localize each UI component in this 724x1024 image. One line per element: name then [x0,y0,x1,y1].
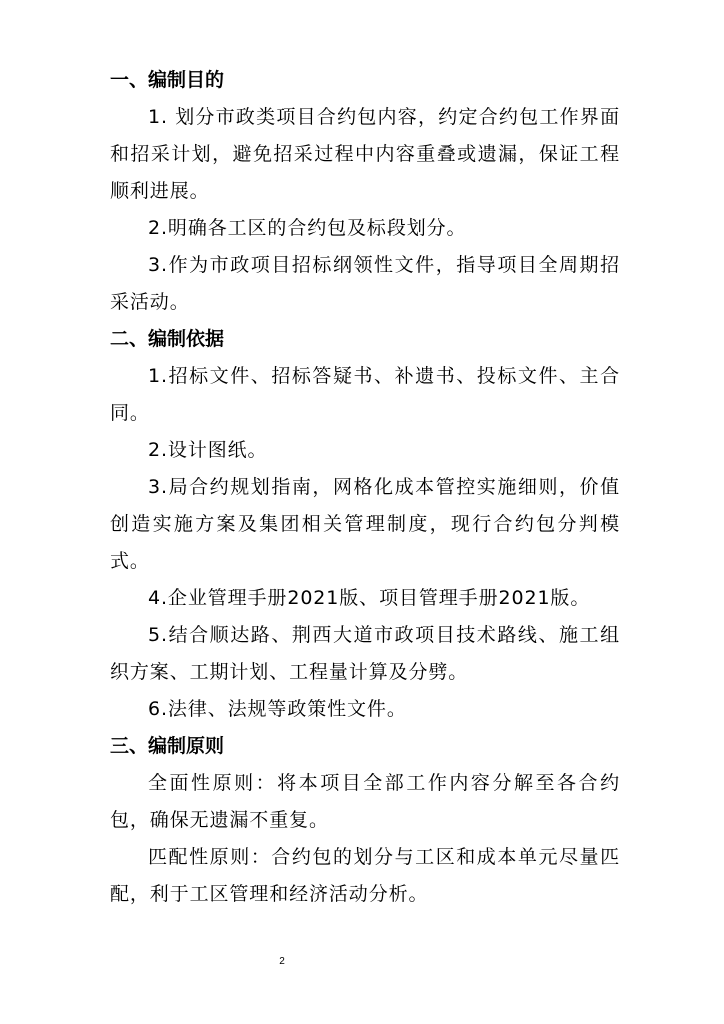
paragraph: 5.结合顺达路、荆西大道市政项目技术路线、施工组织方案、工期计划、工程量计算及分劈。 [110,624,620,683]
paragraph: 6.法律、法规等政策性文件。 [148,698,407,720]
page-number: 2 [279,956,285,967]
paragraph: 1. 划分市政类项目合约包内容，约定合约包工作界面和招采计划，避免招采过程中内容重叠或遗漏，保证工程顺利进展。 [110,106,620,202]
section-heading-principles: 三、编制原则 [110,735,225,757]
paragraph: 2.设计图纸。 [148,439,268,461]
paragraph: 4.企业管理手册2021版、项目管理手册2021版。 [148,587,591,609]
section-heading-purpose: 一、编制目的 [110,69,225,91]
section-heading-basis: 二、编制依据 [110,328,225,350]
paragraph: 匹配性原则：合约包的划分与工区和成本单元尽量匹配，利于工区管理和经济活动分析。 [110,846,620,905]
paragraph: 2.明确各工区的合约包及标段划分。 [148,217,467,239]
paragraph: 1.招标文件、招标答疑书、补遗书、投标文件、主合同。 [110,365,620,424]
paragraph: 3.作为市政项目招标纲领性文件，指导项目全周期招采活动。 [110,254,620,313]
paragraph: 全面性原则：将本项目全部工作内容分解至各合约包，确保无遗漏不重复。 [110,772,620,831]
page-content [110,62,620,913]
paragraph: 3.局合约规划指南，网格化成本管控实施细则，价值创造实施方案及集团相关管理制度，现行合约包分判模式。 [110,476,620,572]
